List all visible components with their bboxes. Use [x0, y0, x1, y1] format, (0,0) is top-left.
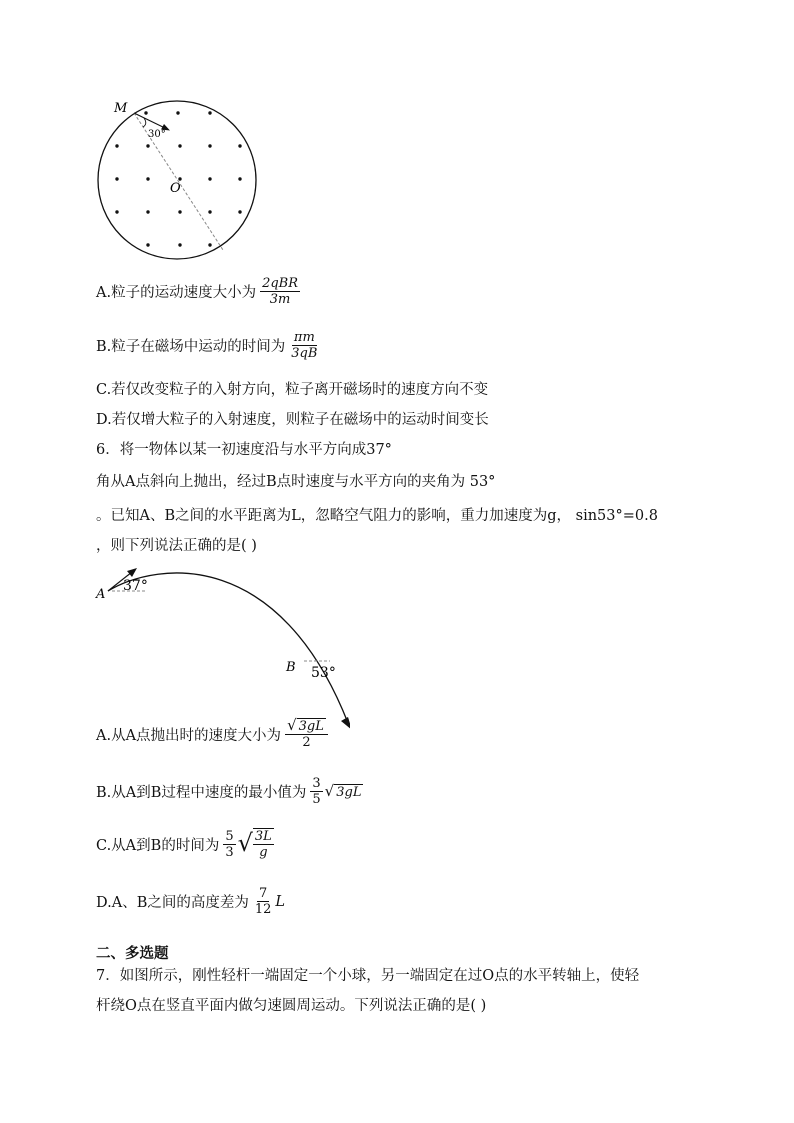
q5-option-c: C.若仅改变粒子的入射方向，粒子离开磁场时的速度方向不变 [96, 382, 489, 398]
trajectory-figure [90, 560, 350, 740]
initial-velocity-arrowhead [127, 568, 137, 577]
label-O: O [170, 181, 181, 196]
q6-option-b-fraction [310, 776, 322, 807]
q6-option-d [96, 886, 285, 917]
section-heading-multiple-choice: 二、多选题 [96, 945, 169, 962]
q6-stem-line-3: 。已知A、B之间的水平距离为L，忽略空气阻力的影响，重力加速度为g， sin53°=0.8 [96, 508, 658, 524]
q6-option-a-fraction [285, 718, 328, 750]
q7-stem-line-1: 7．如图所示，刚性轻杆一端固定一个小球，另一端固定在过O点的水平转轴上，使轻 [96, 968, 640, 984]
fraction-denominator: 3 [225, 844, 234, 860]
fraction-numerator: πm [293, 330, 315, 345]
q6-option-a [96, 718, 328, 750]
fraction-denominator: g [259, 845, 268, 860]
fraction-denominator: 5 [312, 792, 321, 807]
q5-option-a [96, 276, 300, 307]
label-B: B [286, 660, 296, 675]
q6-option-a-text: A.从A点抛出时的速度大小为 [96, 727, 282, 744]
field-dots [115, 111, 241, 246]
sqrt-expression: √ 3gL [324, 781, 362, 800]
q5-option-a-text: A.粒子的运动速度大小为 [96, 285, 257, 301]
fraction-numerator: 3L [254, 829, 272, 844]
q6-option-d-text: D.A、B之间的高度差为 [96, 895, 249, 911]
fraction-denominator: 3m [269, 292, 291, 307]
sqrt-expression: √ 3gL [287, 716, 324, 734]
field-boundary-circle [98, 101, 256, 259]
fraction-denominator: 2 [302, 735, 311, 750]
q6-option-c-fraction [223, 829, 235, 860]
sqrt-argument: 3gL [336, 784, 362, 800]
fraction-numerator: 2qBR [262, 276, 299, 291]
q6-option-c [96, 828, 274, 860]
q6-option-d-fraction [253, 886, 274, 917]
q5-option-b [96, 330, 319, 361]
fraction-numerator: 3 [312, 776, 321, 791]
q6-option-b-text: B.从A到B过程中速度的最小值为 [96, 785, 307, 801]
label-angle-30: 30° [148, 129, 166, 140]
q6-stem-line-2: 角从A点斜向上抛出，经过B点时速度与水平方向的夹角为 53° [96, 474, 496, 490]
fraction-numerator: 5 [225, 828, 234, 844]
q6-stem-line-4: ，则下列说法正确的是( ) [96, 538, 257, 554]
q6-option-c-text: C.从A到B的时间为 [96, 837, 220, 854]
fraction-numerator: 7 [258, 886, 268, 901]
sqrt-fraction [253, 829, 274, 860]
sqrt-expression: √ $\frac{3L}{g}$ [237, 829, 272, 860]
q7-stem-line-2: 杆绕O点在竖直平面内做匀速圆周运动。下列说法正确的是( ) [96, 998, 487, 1014]
q5-option-d: D.若仅增大粒子的入射速度，则粒子在磁场中的运动时间变长 [96, 412, 489, 428]
sqrt-argument: 3gL [298, 719, 324, 734]
label-37: 37° [123, 578, 148, 594]
label-M: M [114, 101, 128, 116]
q5-option-b-text: B.粒子在磁场中运动的时间为 [96, 339, 286, 355]
q5-option-a-fraction [260, 276, 300, 307]
q6-stem-line-1: 6．将一物体以某一初速度沿与水平方向成37° [96, 442, 392, 458]
angle-arc [143, 118, 146, 127]
q5-option-b-fraction [289, 330, 319, 361]
label-53: 53° [311, 665, 336, 681]
q6-option-b [96, 776, 363, 807]
velocity-arrow [134, 113, 167, 129]
trajectory-curve [108, 573, 348, 723]
fraction-numerator [285, 718, 328, 735]
label-A: A [96, 587, 106, 602]
trajectory-end-arrowhead [341, 717, 350, 730]
fraction-denominator: 3qB [291, 346, 318, 361]
magnetic-field-figure [90, 95, 265, 265]
q6-option-d-suffix: L [275, 893, 286, 910]
fraction-denominator: 12 [254, 902, 272, 917]
